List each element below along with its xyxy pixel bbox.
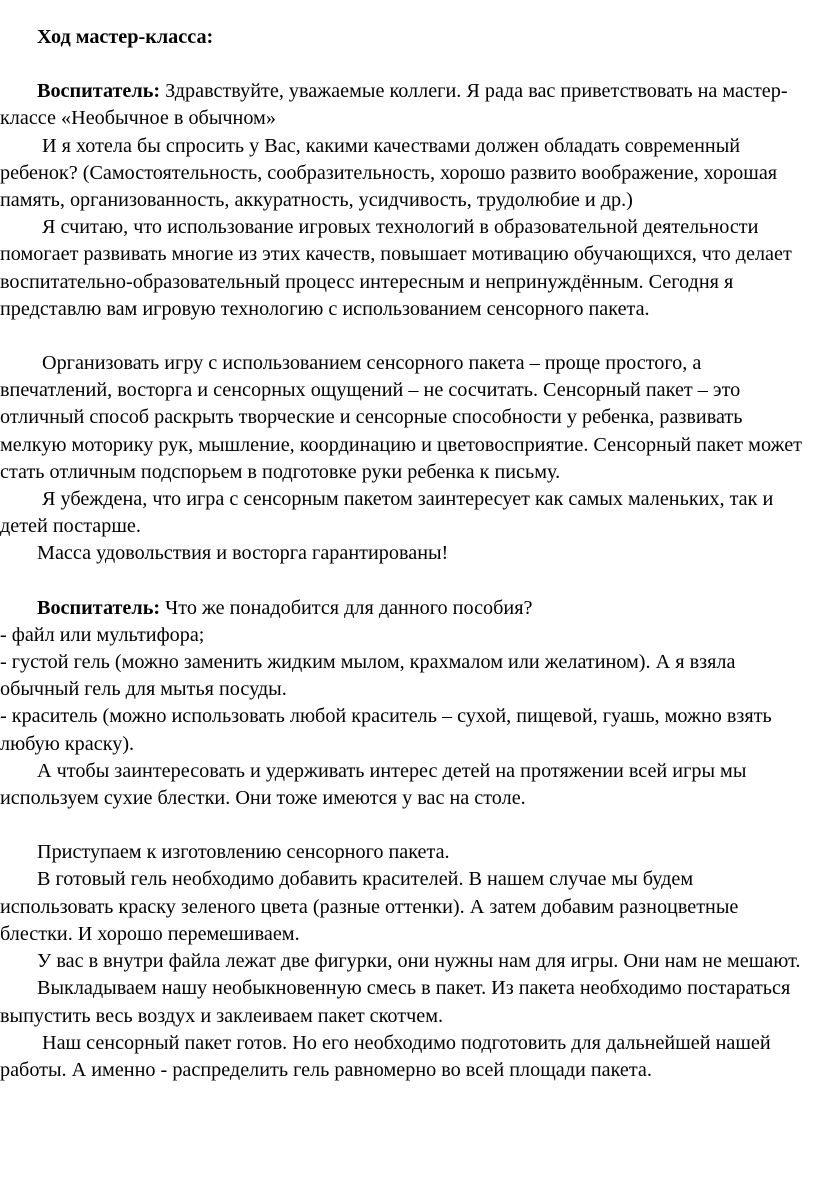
paragraph-joy: Масса удовольствия и восторга гарантированы! — [37, 542, 449, 565]
paragraph-ready: Наш сенсорный пакет готов. Но его необходимо подготовить для дальнейшей нашей работы. А именно - распределить гель равномерно во всей площади пакета. — [0, 1031, 771, 1081]
list-item: - краситель (можно использовать любой краситель – сухой, пищевой, гуашь, можно взять любую краску). — [0, 705, 772, 755]
paragraph-text: Здравствуйте, уважаемые коллеги. Я рада вас приветствовать на мастер-классе «Необычное в обычном» — [0, 80, 788, 130]
speaker-label: Воспитатель: — [37, 80, 161, 103]
paragraph-technology: Я считаю, что использование игровых технологий в образовательной деятельности помогает развивать многие из этих качеств, повышает мотивацию обучающихся, что делает воспитательно-образовательный процесс интересным и непринуждённым. Сегодня я представлю вам игровую технологию с использованием сенсорного пакета. — [0, 216, 792, 320]
list-item: - файл или мультифора; — [0, 623, 205, 646]
paragraph-text: Что же понадобится для данного пособия? — [160, 596, 533, 619]
paragraph-greeting — [0, 78, 808, 132]
list-item: - густой гель (можно заменить жидким мылом, крахмалом или желатином). А я взяла обычный гель для мытья посуды. — [0, 651, 736, 701]
spacer — [0, 51, 808, 78]
paragraph-filling: Выкладываем нашу необыкновенную смесь в пакет. Из пакета необходимо постараться выпустить весь воздух и заклеиваем пакет скотчем. — [0, 977, 791, 1027]
paragraph-coloring: В готовый гель необходимо добавить красителей. В нашем случае мы будем использовать краску зеленого цвета (разные оттенки). А затем добавим разноцветные блестки. И хорошо перемешиваем. — [0, 868, 739, 945]
section-heading: Ход мастер-класса: — [37, 26, 214, 48]
speaker-label: Воспитатель: — [37, 596, 161, 619]
spacer — [0, 323, 808, 350]
spacer — [0, 812, 808, 839]
paragraph-sensory-bag: Организовать игру с использованием сенсорного пакета – проще простого, а впечатлений, восторга и сенсорных ощущений – не сосчитать. Сенсорный пакет – это отличный способ раскрыть творческие и сенсорные способности у ребенка, развивать мелкую моторику рук, мышление, координацию и цветовосприятие. Сенсорный пакет может стать отличным подспорьем в подготовке руки ребенка к письму. — [0, 352, 802, 483]
paragraph-start: Приступаем к изготовлению сенсорного пакета. — [37, 841, 450, 864]
paragraph-materials-question — [0, 595, 808, 622]
paragraph-conviction: Я убеждена, что игра с сенсорным пакетом заинтересует как самых маленьких, так и детей постарше. — [0, 488, 774, 538]
spacer — [0, 568, 808, 595]
paragraph-question: И я хотела бы спросить у Вас, какими качествами должен обладать современный ребенок? (Самостоятельность, сообразительность, хорошо развито воображение, хорошая память, организованность, аккуратность, усидчивость, трудолюбие и др.) — [0, 134, 778, 212]
paragraph-glitter: А чтобы заинтересовать и удерживать интерес детей на протяжении всей игры мы используем сухие блестки. Они тоже имеются у вас на столе. — [0, 759, 747, 810]
paragraph-figures: У вас в внутри файла лежат две фигурки, они нужны нам для игры. Они нам не мешают. — [37, 950, 801, 973]
